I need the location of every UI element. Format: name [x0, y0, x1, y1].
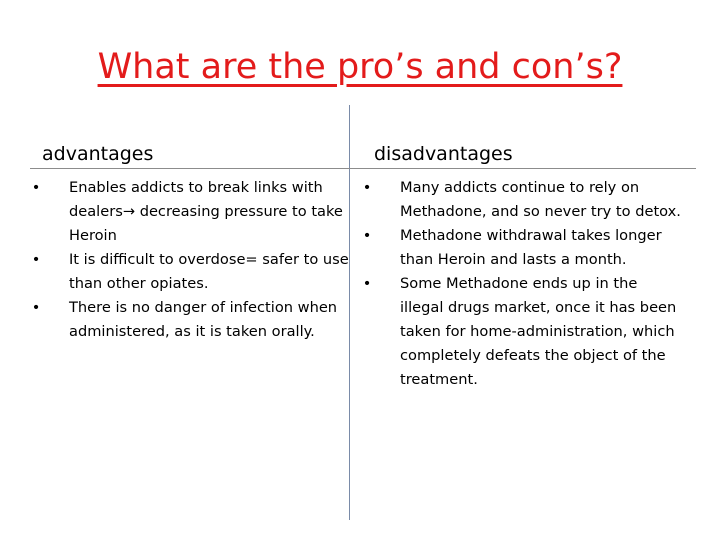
bullet-icon: •: [31, 251, 41, 268]
disadvantage-item: [361, 176, 681, 224]
advantages-header: advantages: [42, 143, 154, 165]
bullet-icon: •: [31, 179, 41, 196]
disadvantage-item: [361, 224, 681, 272]
disadvantage-text: Methadone withdrawal takes longer than Heroin and lasts a month.: [400, 227, 662, 268]
header-divider: [30, 168, 696, 169]
disadvantages-header: disadvantages: [374, 143, 513, 165]
advantage-text: Enables addicts to break links with dealers→ decreasing pressure to take Heroin: [69, 179, 343, 244]
bullet-icon: •: [362, 275, 372, 292]
bullet-icon: •: [362, 179, 372, 196]
advantage-text: There is no danger of infection when administered, as it is taken orally.: [69, 299, 338, 340]
advantage-item: [30, 296, 350, 344]
bullet-icon: •: [31, 299, 41, 316]
disadvantage-text: Many addicts continue to rely on Methadone, and so never try to detox.: [400, 179, 681, 220]
slide-title: What are the pro’s and con’s?: [97, 47, 623, 87]
advantages-list: [30, 176, 350, 344]
advantage-item: [30, 176, 350, 248]
disadvantage-item: [361, 272, 681, 392]
disadvantage-text: Some Methadone ends up in the illegal drugs market, once it has been taken for home-administration, which completely defeats the object of the treatment.: [400, 275, 677, 388]
advantage-item: [30, 248, 350, 296]
bullet-icon: •: [362, 227, 372, 244]
advantage-text: It is difficult to overdose= safer to use than other opiates.: [69, 251, 349, 292]
disadvantages-list: [361, 176, 681, 392]
